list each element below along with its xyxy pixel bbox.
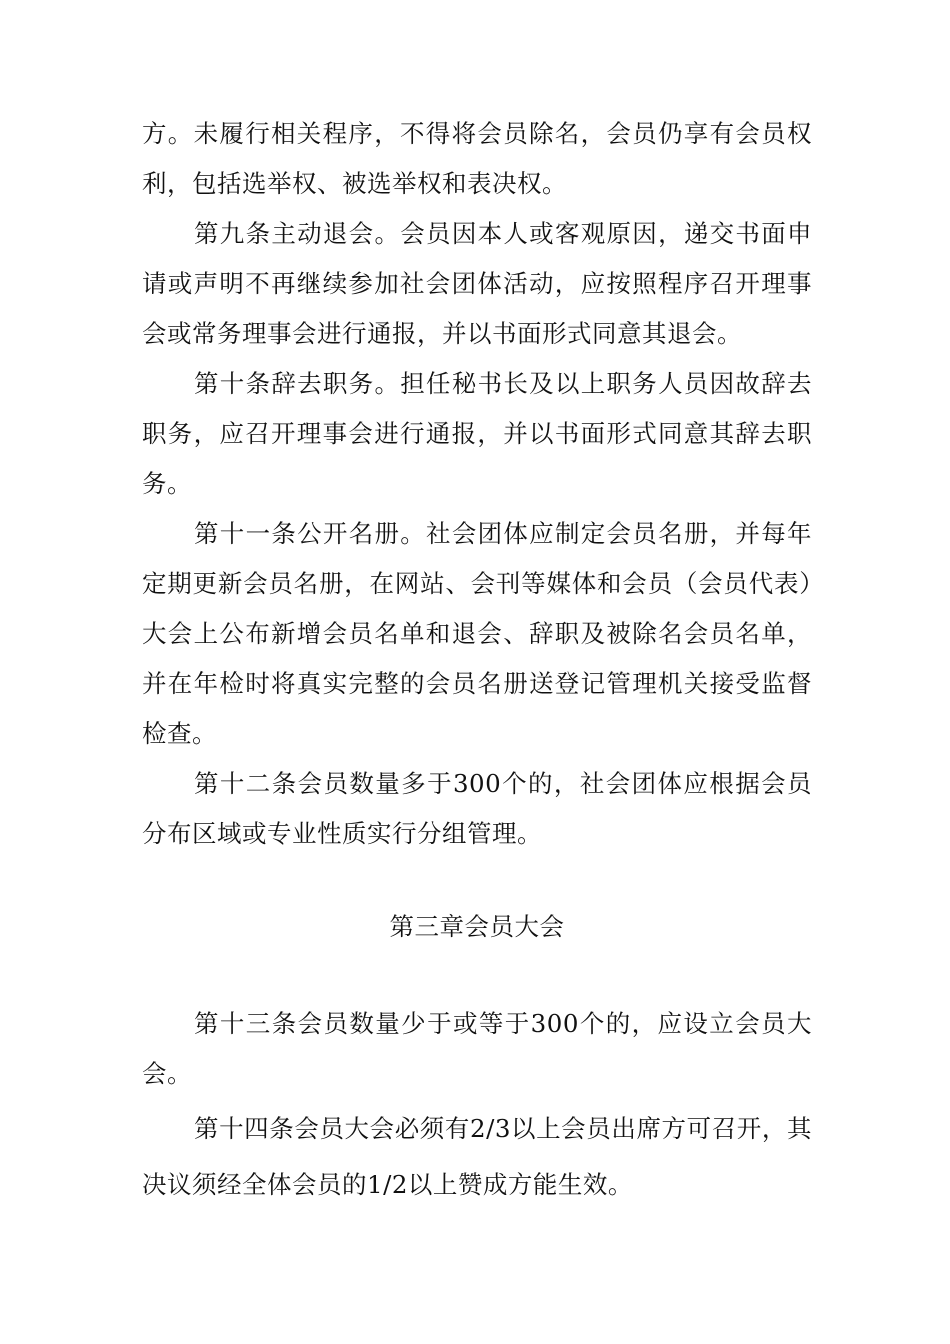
paragraph-article-11: 第十一条公开名册。社会团体应制定会员名册，并每年定期更新会员名册，在网站、会刊等媒体和会员（会员代表）大会上公布新增会员名单和退会、辞职及被除名会员名单，并在年检时将真实完整的会员名册送登记管理机关接受监督检查。 <box>142 519 812 748</box>
paragraph-continuation: 方。未履行相关程序，不得将会员除名，会员仍享有会员权利，包括选举权、被选举权和表决权。 <box>142 119 812 198</box>
paragraph-article-14: 第十四条会员大会必须有2/3以上会员出席方可召开，其决议须经全体会员的1/2以上赞成方能生效。 <box>142 1114 812 1199</box>
paragraph-article-12: 第十二条会员数量多于300个的，社会团体应根据会员分布区域或专业性质实行分组管理。 <box>142 769 812 848</box>
paragraph-article-10: 第十条辞去职务。担任秘书长及以上职务人员因故辞去职务，应召开理事会进行通报，并以书面形式同意其辞去职务。 <box>142 369 812 498</box>
paragraph-article-9: 第九条主动退会。会员因本人或客观原因，递交书面申请或声明不再继续参加社会团体活动，应按照程序召开理事会或常务理事会进行通报，并以书面形式同意其退会。 <box>142 219 812 348</box>
paragraph-article-13: 第十三条会员数量少于或等于300个的，应设立会员大会。 <box>142 1009 812 1088</box>
chapter-heading: 第三章会员大会 <box>389 912 565 941</box>
